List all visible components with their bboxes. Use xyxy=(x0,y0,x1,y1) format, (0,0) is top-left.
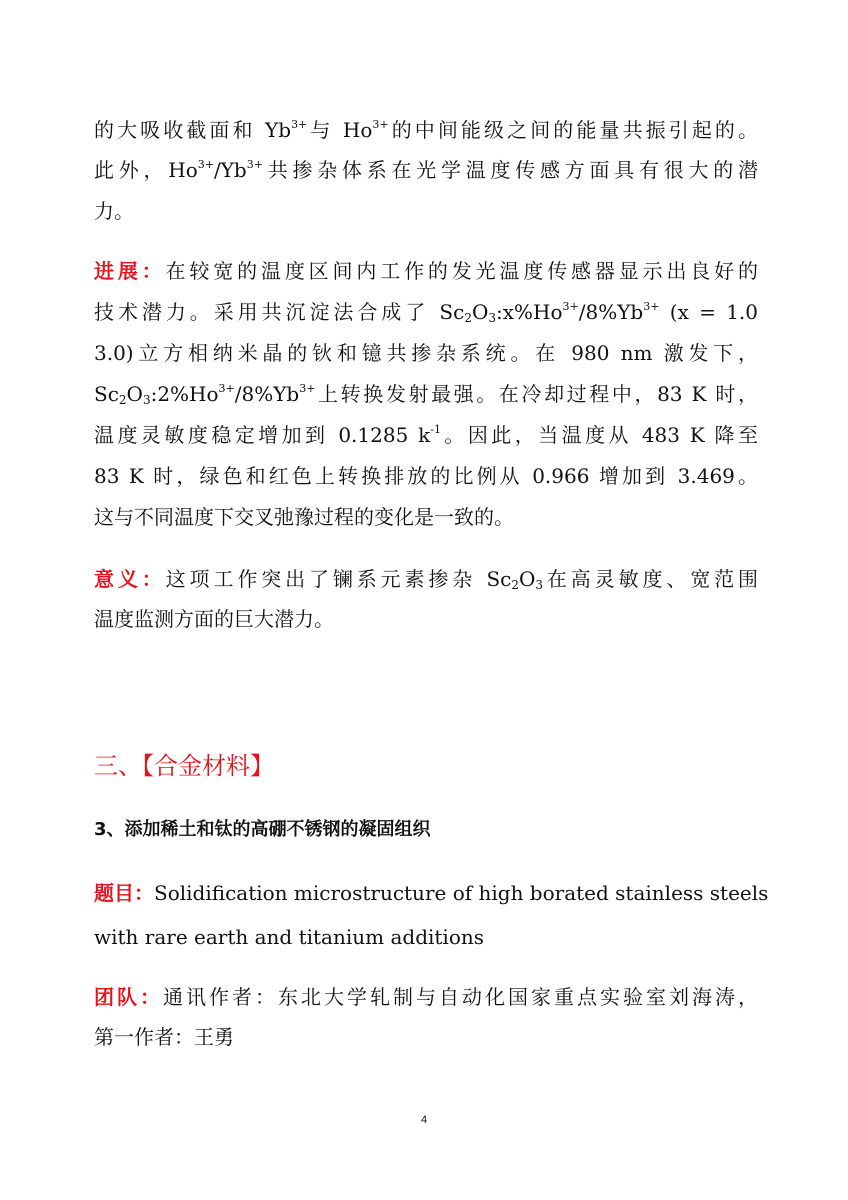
team-label: 团队： xyxy=(94,985,163,1009)
team-line-1: 团队：通讯作者：东北大学轧制与自动化国家重点实验室刘海涛， xyxy=(94,985,758,1009)
progress-line-2: 技术潜力。采用共沉淀法合成了 $Sc_2O_3:x\%Ho^{3+}/8\%Yb^{3+}$ (x = 1.0 xyxy=(94,300,759,325)
title-label: 题目： xyxy=(94,881,154,905)
progress-line-1: 进展：在较宽的温度区间内工作的发光温度传感器显示出良好的 xyxy=(94,259,759,283)
article-title-line-2: with rare earth and titanium additions xyxy=(94,925,485,949)
significance-line-1: 意义：这项工作突出了镧系元素掺杂 $Sc_2O_3$在高灵敏度、宽范围 xyxy=(94,567,759,592)
progress-line-3: 3.0)立方相纳米晶的钬和镱共掺杂系统。在 980 nm 激发下， xyxy=(94,341,758,365)
article-heading: 3、添加稀土和钛的高硼不锈钢的凝固组织 xyxy=(94,819,431,840)
intro-line-2: 此外，$Ho^{3+}/Yb^{3+}$共掺杂体系在光学温度传感方面具有很大的潜 xyxy=(94,158,759,182)
progress-line-5: 温度灵敏度稳定增加到 0.1285 $k^{-1}$。因此，当温度从 483 K 降至 xyxy=(94,423,758,447)
progress-label: 进展： xyxy=(94,259,166,283)
intro-line-1: 的大吸收截面和 $Yb^{3+}$与 $Ho^{3+}$的中间能级之间的能量共振引起的。 xyxy=(94,118,758,142)
article-title-line-1: 题目：Solidification microstructure of high borated stainless steels xyxy=(94,881,769,905)
team-line-2: 第一作者：王勇 xyxy=(94,1025,234,1049)
progress-line-6: 83 K 时，绿色和红色上转换排放的比例从 0.966 增加到 3.469。 xyxy=(94,464,758,488)
section-heading: 三、【合金材料】 xyxy=(94,752,274,780)
progress-line-4: $Sc_2O_3:2\%Ho^{3+}/8\%Yb^{3+}$上转换发射最强。在冷却过程中，83 K 时， xyxy=(94,382,758,407)
significance-label: 意义： xyxy=(94,567,166,591)
page-number: 4 xyxy=(420,1114,428,1126)
progress-line-7: 这与不同温度下交叉弛豫过程的变化是一致的。 xyxy=(94,505,514,529)
intro-line-3: 力。 xyxy=(94,199,134,223)
significance-line-2: 温度监测方面的巨大潜力。 xyxy=(94,607,334,631)
